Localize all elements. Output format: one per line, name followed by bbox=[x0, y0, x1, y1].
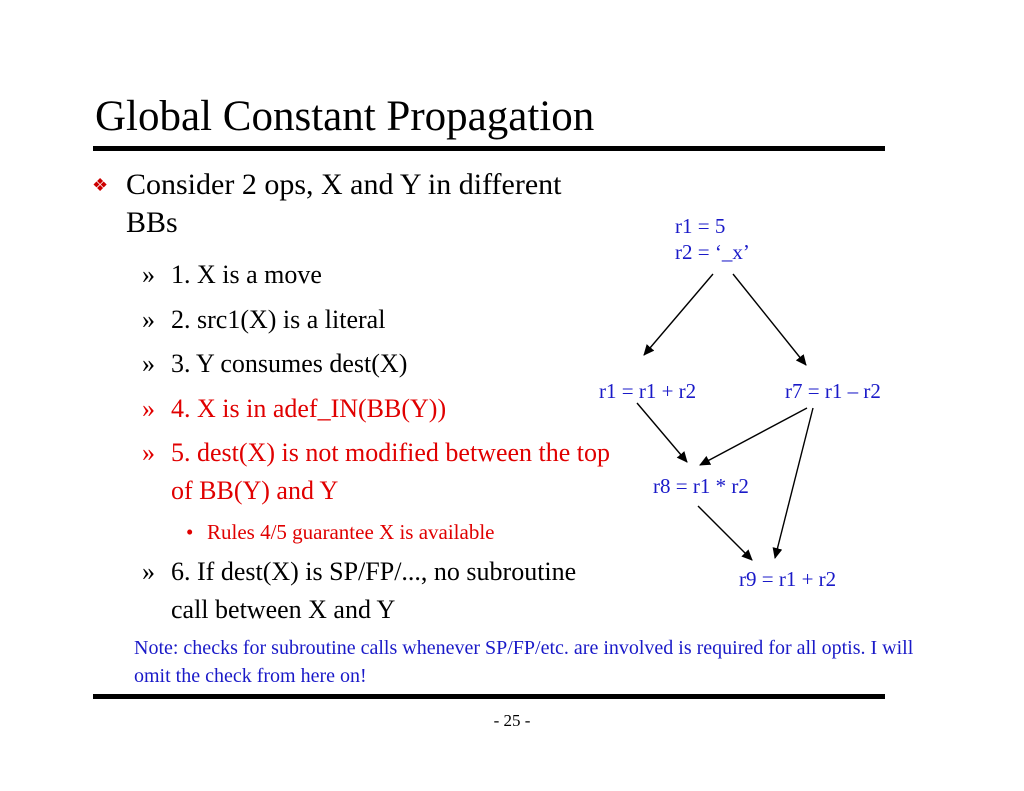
chevron-bullet-icon: » bbox=[142, 557, 155, 586]
list-item-text: 3. Y consumes dest(X) bbox=[171, 349, 408, 378]
edge-bb1-bb2 bbox=[644, 274, 713, 355]
footnote: Note: checks for subroutine calls whenever SP/FP/etc. are involved is required for all optis. I will omit the check from here on! bbox=[134, 637, 914, 687]
list-item-text: 5. dest(X) is not modified between the top of BB(Y) and Y bbox=[171, 438, 611, 505]
chevron-bullet-icon: » bbox=[142, 394, 155, 423]
page-number: - 25 - bbox=[493, 711, 531, 730]
cfg-node-bb1-line2: r2 = ‘_x’ bbox=[675, 240, 750, 264]
list-item-text: 6. If dest(X) is SP/FP/..., no subroutine call between X and Y bbox=[171, 557, 577, 624]
edge-bb3-bb5 bbox=[775, 408, 813, 558]
edge-bb1-bb3 bbox=[733, 274, 806, 365]
slide-title: Global Constant Propagation bbox=[95, 93, 595, 140]
main-bullet: Consider 2 ops, X and Y in different BBs bbox=[126, 168, 562, 239]
cfg-node-bb2: r1 = r1 + r2 bbox=[599, 379, 697, 403]
edge-bb4-bb5 bbox=[698, 506, 752, 560]
edge-bb3-bb4 bbox=[700, 408, 807, 465]
cfg-node-bb1-line1: r1 = 5 bbox=[675, 214, 726, 238]
diamond-bullet-icon: ❖ bbox=[92, 175, 109, 195]
cfg-node-bb5: r9 = r1 + r2 bbox=[739, 567, 837, 591]
list-item-text: 2. src1(X) is a literal bbox=[171, 305, 386, 334]
chevron-bullet-icon: » bbox=[142, 438, 155, 467]
list-item-text: 4. X is in adef_IN(BB(Y)) bbox=[171, 394, 447, 423]
edge-bb2-bb4 bbox=[637, 403, 687, 462]
cfg-node-bb1 bbox=[675, 213, 750, 265]
list-item-text: 1. X is a move bbox=[171, 260, 322, 289]
dot-bullet-icon: • bbox=[186, 520, 194, 544]
sub-sub-bullet-text: Rules 4/5 guarantee X is available bbox=[207, 520, 495, 544]
chevron-bullet-icon: » bbox=[142, 260, 155, 289]
bottom-divider bbox=[93, 694, 885, 699]
cfg-node-bb4: r8 = r1 * r2 bbox=[653, 474, 749, 498]
cfg-node-bb3: r7 = r1 – r2 bbox=[785, 379, 881, 403]
chevron-bullet-icon: » bbox=[142, 305, 155, 334]
chevron-bullet-icon: » bbox=[142, 349, 155, 378]
